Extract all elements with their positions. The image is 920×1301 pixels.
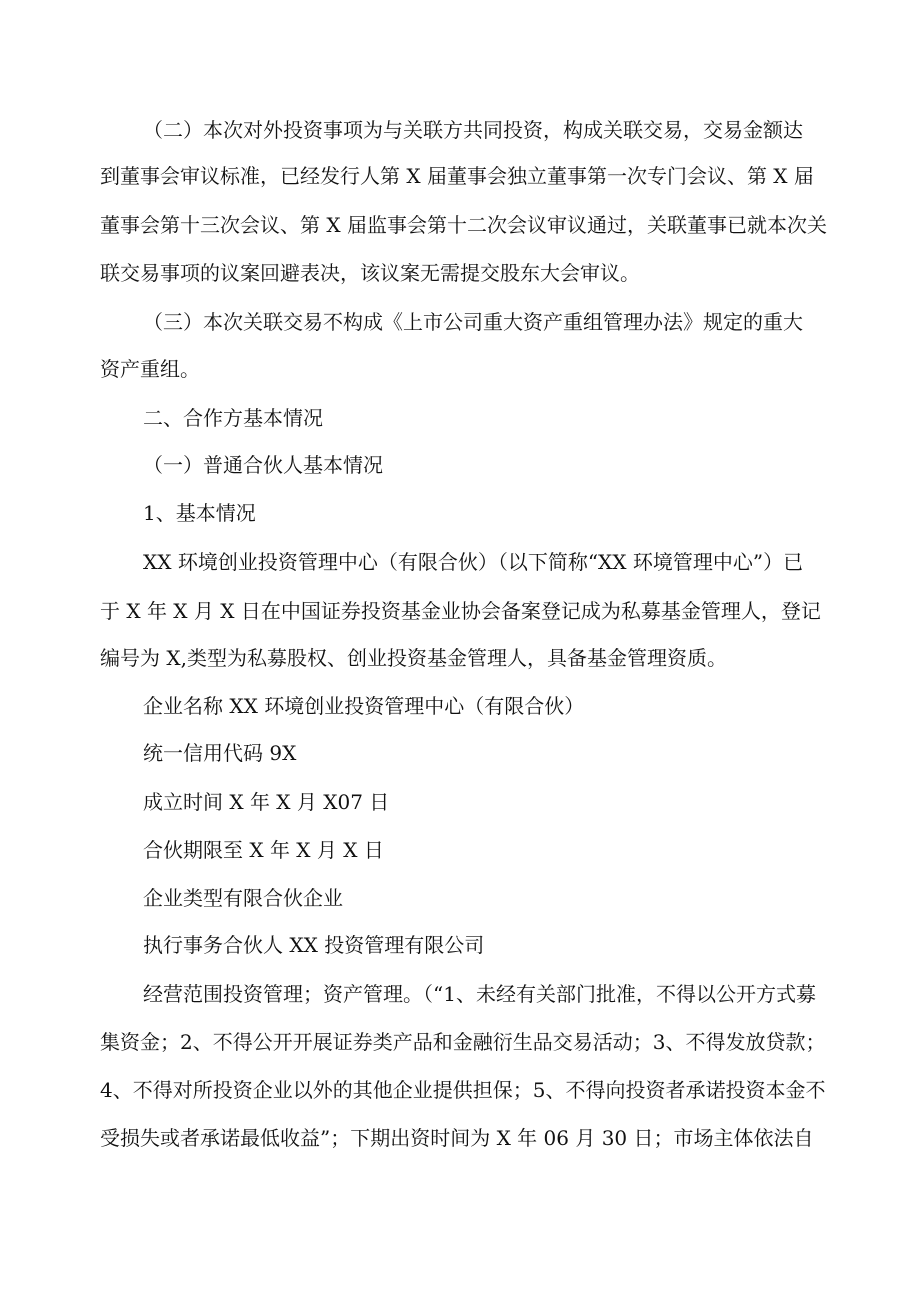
subsection-1-heading: （一）普通合伙人基本情况 (143, 453, 383, 477)
intro-line-1: XX 环境创业投资管理中心（有限合伙）（以下简称“XX 环境管理中心”）已 (143, 550, 804, 574)
paragraph-3-line-2: 资产重组。 (100, 357, 200, 381)
scope-line-3: 4、不得对所投资企业以外的其他企业提供担保；5、不得向投资者承诺投资本金不 (100, 1078, 826, 1102)
field-company-name: 企业名称 XX 环境创业投资管理中心（有限合伙） (143, 694, 585, 718)
field-credit-code: 统一信用代码 9X (143, 741, 297, 765)
field-partnership-term: 合伙期限至 X 年 X 月 X 日 (143, 838, 384, 862)
scope-line-4: 受损失或者承诺最低收益”；下期出资时间为 X 年 06 月 30 日；市场主体依法自 (100, 1126, 814, 1150)
paragraph-2-line-3: 董事会第十三次会议、第 X 届监事会第十二次会议审议通过，关联董事已就本次关 (100, 213, 827, 237)
scope-line-1: 经营范围投资管理；资产管理。（“1、未经有关部门批准，不得以公开方式募 (143, 982, 816, 1006)
scope-line-2: 集资金；2、不得公开开展证券类产品和金融衍生品交易活动；3、不得发放贷款； (100, 1030, 826, 1054)
field-executive-partner: 执行事务合伙人 XX 投资管理有限公司 (143, 933, 485, 957)
paragraph-3-line-1: （三）本次关联交易不构成《上市公司重大资产重组管理办法》规定的重大 (143, 310, 803, 334)
item-1-heading: 1、基本情况 (143, 501, 256, 525)
section-2-heading: 二、合作方基本情况 (143, 406, 323, 430)
intro-line-2: 于 X 年 X 月 X 日在中国证券投资基金业协会备案登记成为私募基金管理人，登记 (100, 599, 821, 623)
field-established-date: 成立时间 X 年 X 月 X07 日 (143, 790, 390, 814)
paragraph-2-line-2: 到董事会审议标准，已经发行人第 X 届董事会独立董事第一次专门会议、第 X 届 (100, 164, 814, 188)
intro-line-3: 编号为 X,类型为私募股权、创业投资基金管理人，具备基金管理资质。 (100, 646, 727, 670)
paragraph-2-line-4: 联交易事项的议案回避表决，该议案无需提交股东大会审议。 (100, 261, 640, 285)
field-company-type: 企业类型有限合伙企业 (143, 886, 343, 910)
paragraph-2-line-1: （二）本次对外投资事项为与关联方共同投资，构成关联交易，交易金额达 (143, 118, 803, 142)
